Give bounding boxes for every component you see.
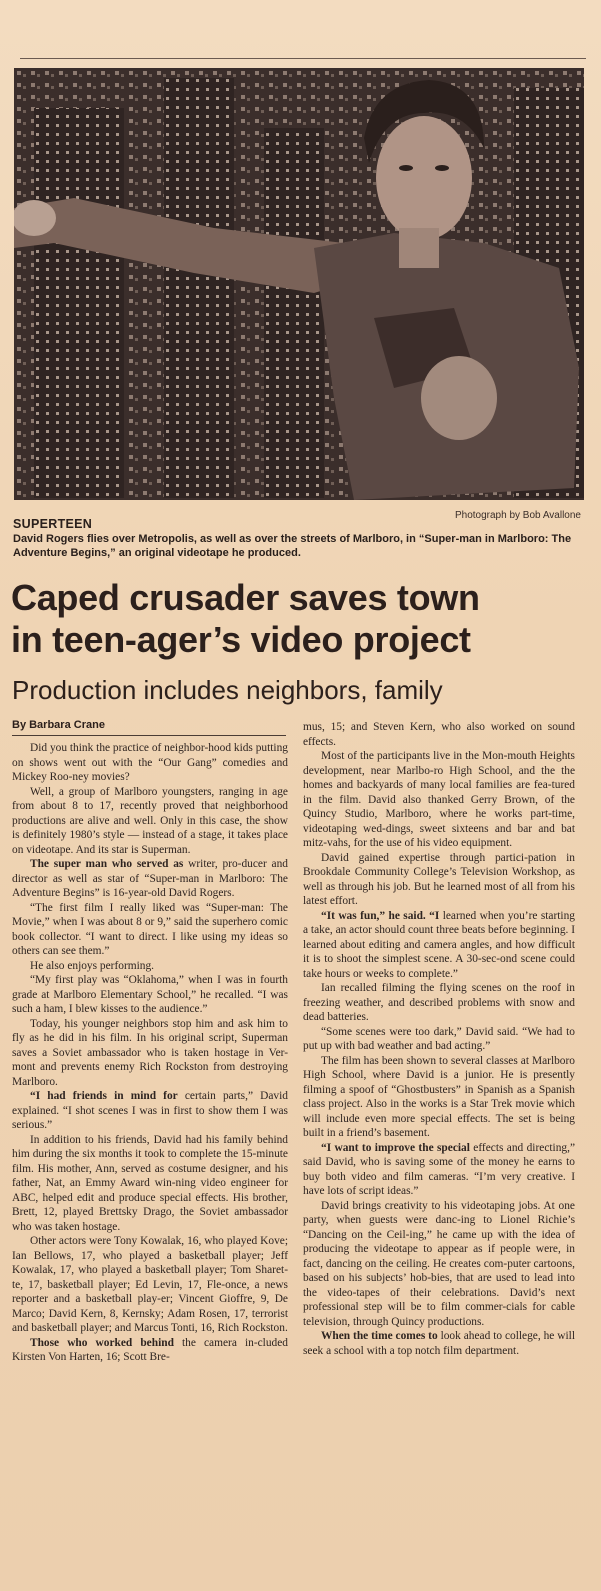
- paragraph-text: In addition to his friends, David had his family behind him during the six months it took to complete the 15-minute film. His mother, Ann, served as costume designer, and his father, Nat, an Emmy Award win-ning video engineer for ABC, helped edit and produce special effects. His brother, Brett, 12, played Brettsky Drago, the Soviet ambassador who was taken hostage.: [12, 1133, 288, 1233]
- article-paragraph: [12, 1234, 288, 1336]
- paragraph-text: certain parts,” David explained. “I shot scenes I was in first to show them I was serious.”: [12, 1090, 288, 1131]
- paragraph-text: writer, pro-ducer and director as well as star of “Super-man in Marlboro: The Adventure Begins” is 16-year-old David Rogers.: [12, 858, 288, 899]
- paragraph-text: The film has been shown to several classes at Marlboro High School, where David is a junior. He is presently filming a spoof of “Ghostbusters” in Spanish as a Spanish class project. Also in the works is a Star Trek movie which will include even more special effects. The set is being built in a friend’s basement.: [303, 1054, 575, 1139]
- photo-caption: David Rogers flies over Metropolis, as well as over the streets of Marlboro, in “Super-man in Marlboro: The Adventure Begins,” an original videotape he produced.: [13, 533, 572, 559]
- paragraph-lead-in: “I had friends in mind for: [30, 1090, 178, 1102]
- paragraph-lead-in: “I want to improve the special: [321, 1141, 470, 1154]
- article-paragraph: [12, 1089, 288, 1133]
- top-rule: [20, 58, 586, 59]
- article-paragraph: [12, 1133, 288, 1235]
- headline: [11, 577, 591, 661]
- paragraph-text: mus, 15; and Steven Kern, who also worked on sound effects.: [303, 721, 575, 748]
- article-paragraph: [12, 1017, 288, 1090]
- article-paragraph: [12, 959, 288, 974]
- article-paragraph: [12, 785, 288, 858]
- paragraph-lead-in: The super man who served as: [30, 858, 184, 870]
- subheadline: Production includes neighbors, family: [12, 675, 443, 705]
- paragraph-text: the camera in-cluded Kirsten Von Harten, 16; Scott Bre-: [12, 1336, 288, 1363]
- article-column-1: [12, 741, 288, 1365]
- article-paragraph: [303, 1025, 575, 1054]
- paragraph-text: effects and directing,” said David, who is saving some of the money he earns to buy both video and film cameras. “I’m very creative. I have lots of script ideas.”: [303, 1141, 575, 1197]
- article-column-2: [303, 720, 575, 1358]
- caption-kicker: SUPERTEEN: [13, 517, 93, 531]
- paragraph-text: Ian recalled filming the flying scenes on the roof in freezing weather, and described problems with snow and dead batteries.: [303, 982, 575, 1023]
- paragraph-text: “The first film I really liked was “Super-man: The Movie,” when I was about 8 or 9,” said the superhero comic book collector. “I want to direct. I like using my ideas so others can see them.”: [12, 901, 288, 957]
- article-paragraph: [303, 981, 575, 1025]
- article-paragraph: [12, 901, 288, 959]
- paragraph-text: Other actors were Tony Kowalak, 16, who played Kove; Ian Bellows, 17, who played a basketball player; Jeff Kowalak, 17, who played a basketball player; Tom Sharet-te, 17, basketball player; Ed Levin, 17, Fle-once, a news reporter and a basketball play-er; Vincent Gioffre, 9, De Marco; David Kern, 8, Kernsky; Adam Rosen, 17, terrorist and basketball player; and Marcus Tonti, 16, Rich Rockston.: [12, 1235, 288, 1334]
- paragraph-text: “My first play was “Oklahoma,” when I was in fourth grade at Marlboro Elementary School,” he recalled. “I was such a ham, I blew kisses to the audience.”: [12, 974, 288, 1015]
- article-paragraph: [303, 720, 575, 749]
- paragraph-text: David brings creativity to his videotaping jobs. At one party, when guests were danc-ing to Lionel Richie’s “Dancing on the Ceil-ing,” he came up with the idea of producing the videotape to appear as if people were, in fact, dancing on the ceiling. He creates com-puter cartoons, based on his subjects’ hob-bies, that are used to lead into the video-tapes of their celebrations. David’s next professional step will be to film commer-cials for cable television, through Quincy productions.: [303, 1199, 575, 1328]
- paragraph-text: Did you think the practice of neighbor-hood kids putting on shows went out with the “Our Gang” comedies and Mickey Roo-ney movies?: [12, 742, 288, 783]
- photo-superhero-icon: [14, 68, 584, 500]
- paragraph-lead-in: “It was fun,” he said. “I: [321, 909, 440, 922]
- paragraph-lead-in: When the time comes to: [321, 1330, 438, 1342]
- article-photo: [14, 68, 584, 500]
- article-paragraph: [12, 1336, 288, 1365]
- article-paragraph: [303, 1329, 575, 1358]
- paragraph-text: look ahead to college, he will seek a school with a top notch film department.: [303, 1330, 575, 1357]
- article-paragraph: [303, 1054, 575, 1141]
- byline: By Barbara Crane: [12, 719, 105, 731]
- paragraph-lead-in: Those who worked behind: [30, 1336, 174, 1349]
- article-paragraph: [303, 1141, 575, 1199]
- article-paragraph: [12, 973, 288, 1017]
- article-paragraph: [303, 1199, 575, 1330]
- article-paragraph: [303, 909, 575, 982]
- headline-line-2: in teen-ager’s video project: [11, 619, 471, 660]
- article-paragraph: [303, 851, 575, 909]
- paragraph-text: Most of the participants live in the Mon-mouth Heights development, near Marlbo-ro High School, and the the homes and backyards of many local families are fea-tured in the film. David also thanked Gerry Brown, of the Quincy Studio, Marlboro, where he works part-time, videotaping wed-dings, sweet sixteens and bar and bat mitz-vahs, for the use of his video equipment.: [303, 750, 575, 849]
- article-paragraph: [12, 741, 288, 785]
- paragraph-text: Well, a group of Marlboro youngsters, ranging in age from about 8 to 17, recently proved that neighborhood productions are alive and well. Only in this case, the show is definitely 1980’s style — instead of a stage, it takes place on videotape. And its star is Superman.: [12, 785, 288, 856]
- photo-credit: Photograph by Bob Avallone: [454, 510, 581, 521]
- article-paragraph: [303, 749, 575, 851]
- paragraph-text: “Some scenes were too dark,” David said. “We had to put up with bad weather and bad acting.”: [303, 1025, 575, 1052]
- headline-line-1: Caped crusader saves town: [11, 577, 480, 618]
- paragraph-text: learned when you’re starting a take, an actor should count three beats before beginning. I learned about editing and camera angles, and how difficult it is to shoot the simplest scene. A 30-sec-ond scene could take hours or weeks to complete.”: [303, 909, 576, 980]
- article-paragraph: [12, 857, 288, 901]
- paragraph-text: He also enjoys performing.: [30, 959, 155, 972]
- byline-rule: [12, 735, 286, 736]
- paragraph-text: David gained expertise through partici-pation in Brookdale Community College’s Television Workshop, as well as through his job. But he learned most of all from his latest effort.: [303, 851, 575, 907]
- paragraph-text: Today, his younger neighbors stop him and ask him to fly as he did in his film. In his original script, Superman saves a Soviet ambassador who is taken hostage in Ver-mont and prevents enemy Rich Rockston from destroying Marlboro.: [12, 1017, 288, 1088]
